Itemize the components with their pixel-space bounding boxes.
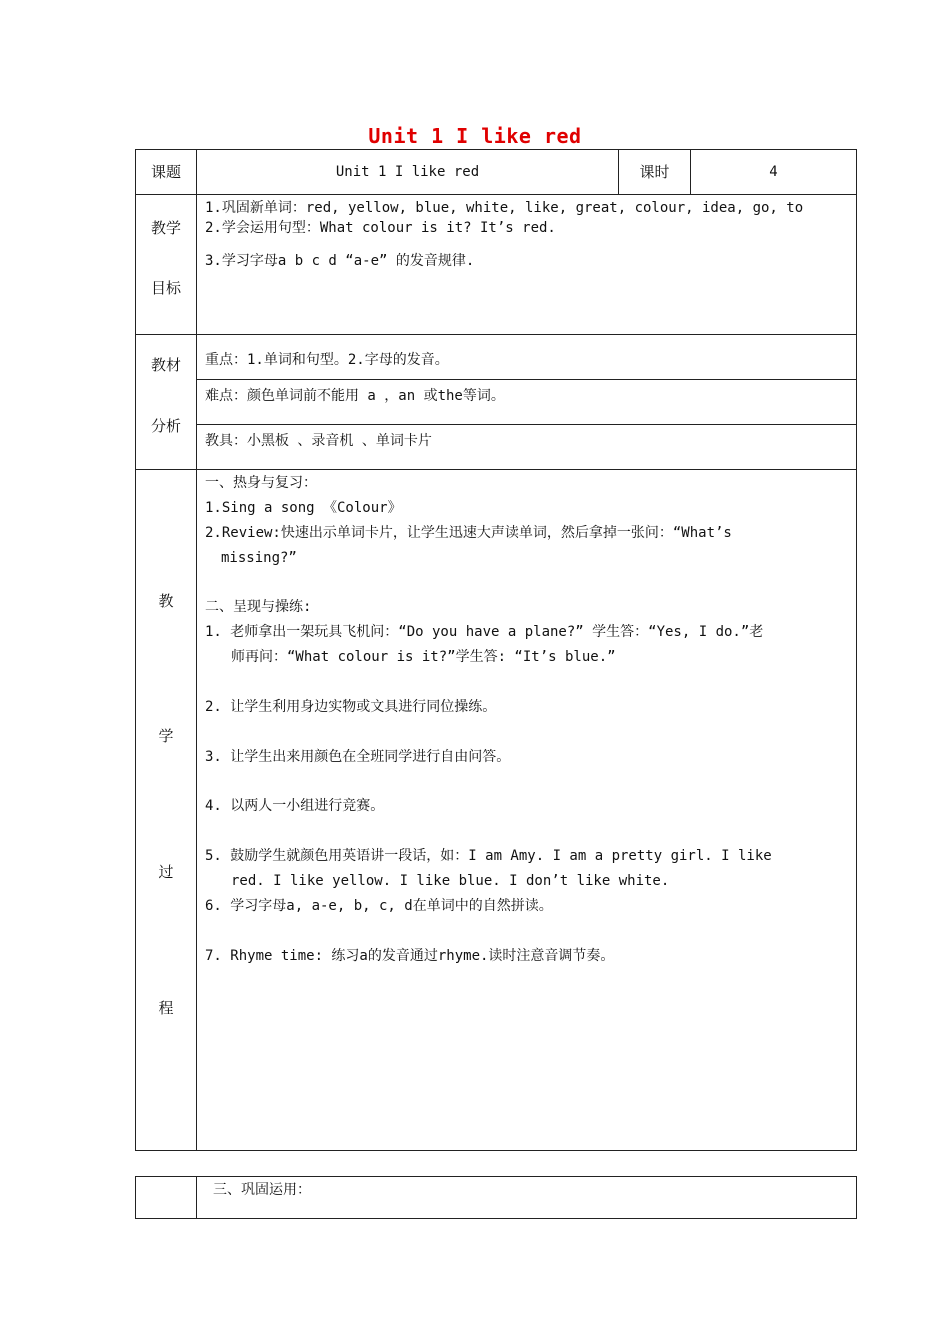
key-points: 重点：1.单词和句型。2.字母的发音。 (205, 352, 449, 368)
process-line: red. I like yellow. I like blue. I don’t like white. (231, 873, 670, 889)
process-line: 7. Rhyme time: 练习a的发音通过rhyme.读时注意音调节奏。 (205, 948, 615, 964)
process-line: 4. 以两人一小组进行竞赛。 (205, 798, 385, 814)
process-label-char-1: 教 (158, 592, 174, 610)
teaching-tools: 教具：小黑板 、录音机 、单词卡片 (205, 433, 432, 449)
header-row-bottom (135, 194, 857, 195)
process-label-char-2: 学 (158, 727, 174, 745)
analysis-row-bottom (135, 469, 857, 470)
key-points-bottom (196, 379, 857, 380)
process-line: 1.Sing a song 《Colour》 (205, 500, 402, 516)
table-label-column-divider (196, 149, 197, 1151)
process-line: 二、呈现与操练: (205, 599, 312, 615)
process-line: 6. 学习字母a, a-e, b, c, d在单词中的自然拼读。 (205, 898, 553, 914)
process-label-char-3: 过 (158, 863, 174, 881)
process-line: 3. 让学生出来用颜色在全班同学进行自由问答。 (205, 749, 511, 765)
document-title: Unit 1 I like red (368, 124, 582, 148)
consolidation-heading: 三、巩固运用： (213, 1182, 311, 1198)
goal-line-2: 2.学会运用句型：What colour is it? It’s red. (205, 220, 556, 236)
difficulties: 难点：颜色单词前不能用 a ，an 或the等词。 (205, 388, 505, 404)
process-label-char-4: 程 (158, 999, 174, 1017)
goal-line-1: 1.巩固新单词：red, yellow, blue, white, like, great, colour, idea, go, to (205, 200, 804, 216)
topic-value: Unit 1 I like red (335, 164, 480, 180)
consolidation-column-divider (196, 1176, 197, 1219)
process-line: 一、热身与复习： (205, 475, 317, 491)
topic-label: 课题 (150, 163, 181, 181)
goal-line-3: 3.学习字母a b c d “a-e” 的发音规律. (205, 253, 475, 269)
period-value: 4 (769, 164, 778, 180)
process-line: missing?” (221, 550, 297, 566)
period-label: 课时 (639, 163, 670, 181)
process-line: 1. 老师拿出一架玩具飞机问：“Do you have a plane?” 学生答：“Yes, I do.”老 (205, 624, 764, 640)
analysis-label-2: 分析 (150, 417, 181, 435)
process-line: 师再问：“What colour is it?”学生答: “It’s blue.” (231, 649, 616, 665)
goals-label-2: 目标 (150, 279, 181, 297)
analysis-label-1: 教材 (150, 356, 181, 374)
process-line: 5. 鼓励学生就颜色用英语讲一段话，如：I am Amy. I am a pretty girl. I like (205, 848, 772, 864)
process-line: 2. 让学生利用身边实物或文具进行同位操练。 (205, 699, 497, 715)
goals-row-bottom (135, 334, 857, 335)
difficulties-bottom (196, 424, 857, 425)
goals-label-1: 教学 (150, 219, 181, 237)
process-line: 2.Review:快速出示单词卡片，让学生迅速大声读单词，然后拿掉一张问：“What’s (205, 525, 732, 541)
